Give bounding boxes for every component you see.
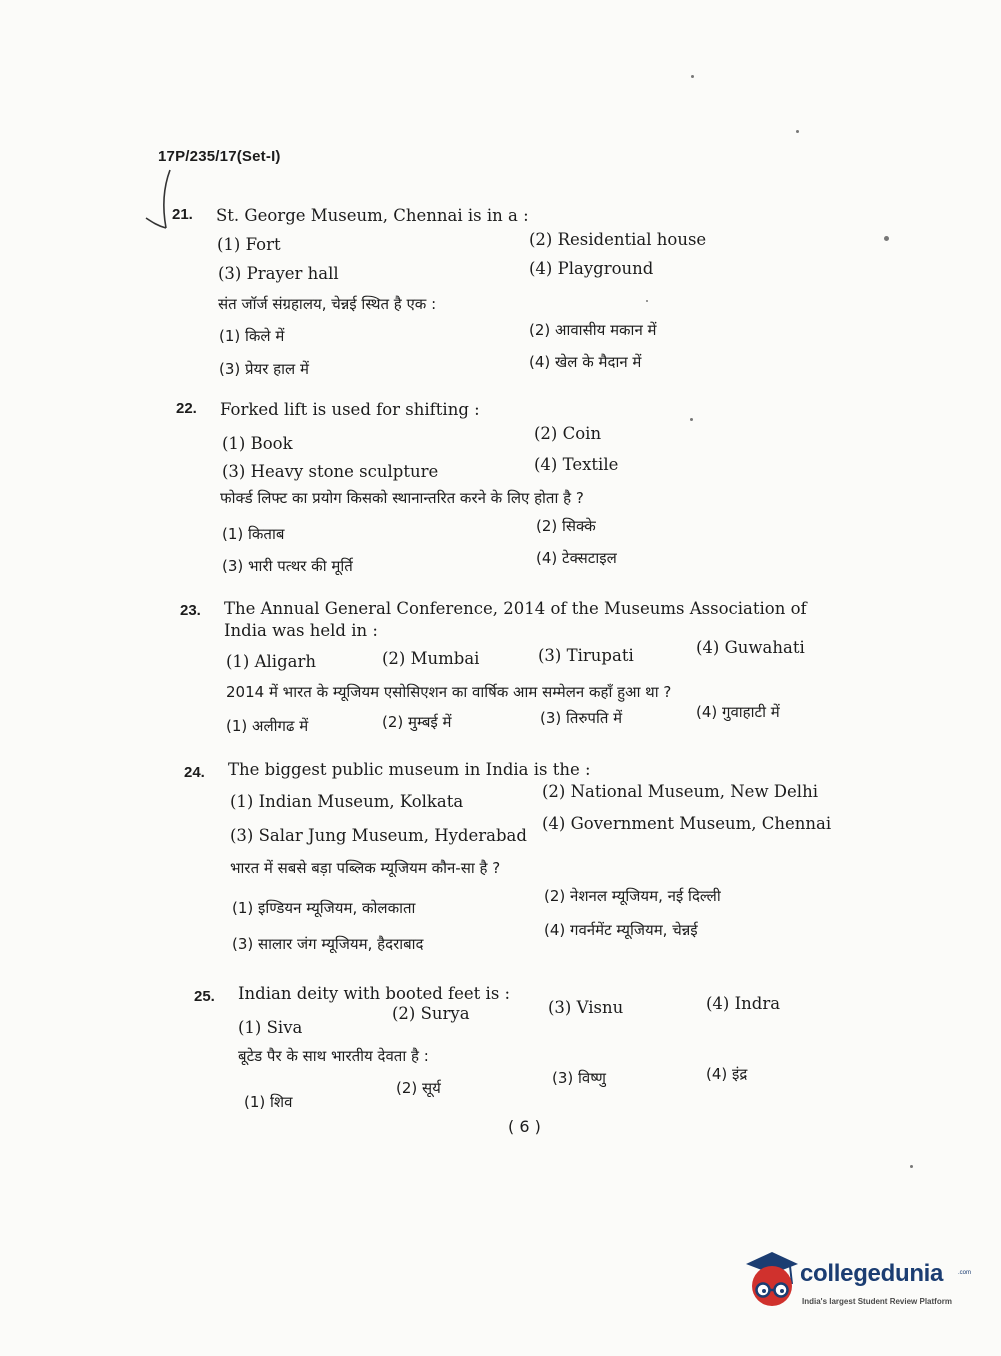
option-en-2: (2) Residential house <box>529 230 707 249</box>
question-text-en: The Annual General Conference, 2014 of the Museums Association of India was held in : <box>224 599 807 640</box>
scan-speck <box>646 300 648 302</box>
scan-speck <box>691 75 694 78</box>
collegedunia-watermark <box>742 1250 972 1310</box>
collegedunia-mascot-icon <box>742 1250 800 1310</box>
scan-speck <box>690 418 693 421</box>
question-23 <box>180 592 880 752</box>
option-hi-4: (4) टेक्सटाइल <box>536 549 617 567</box>
option-hi-3: (3) प्रेयर हाल में <box>219 360 309 378</box>
option-hi-1: (1) अलीगढ में <box>226 717 309 735</box>
option-en-3: (3) Visnu <box>548 998 624 1017</box>
option-hi-1: (1) शिव <box>244 1093 293 1111</box>
option-en-4: (4) Playground <box>529 259 654 278</box>
option-hi-1: (1) किताब <box>222 525 285 543</box>
option-hi-4: (4) गवर्नमेंट म्यूजियम, चेन्नई <box>544 921 698 939</box>
question-text-hi: फोर्क्ड लिफ्ट का प्रयोग किसको स्थानान्तरित करने के लिए होता है ? <box>220 489 584 507</box>
question-text-en: Indian deity with booted feet is : <box>238 984 511 1003</box>
question-21 <box>172 206 872 386</box>
paper-code: 17P/235/17(Set-I) <box>158 148 281 165</box>
page-number: ( 6 ) <box>508 1117 541 1136</box>
option-hi-1: (1) इण्डियन म्यूजियम, कोलकाता <box>232 899 416 917</box>
option-en-3: (3) Heavy stone sculpture <box>222 462 439 481</box>
scan-speck <box>796 130 799 133</box>
question-number: 24. <box>184 764 205 781</box>
option-hi-4: (4) इंद्र <box>706 1065 748 1083</box>
option-en-3: (3) Salar Jung Museum, Hyderabad <box>230 826 527 845</box>
option-hi-1: (1) किले में <box>219 327 285 345</box>
option-hi-3: (3) भारी पत्थर की मूर्ति <box>222 557 353 575</box>
option-en-2: (2) Surya <box>392 1004 470 1023</box>
question-text-hi: संत जॉर्ज संग्रहालय, चेन्नई स्थित है एक : <box>218 295 437 313</box>
option-hi-3: (3) तिरुपति में <box>540 709 623 727</box>
option-en-4: (4) Guwahati <box>696 638 805 657</box>
brand-domain-suffix: .com <box>958 1270 972 1276</box>
question-number: 21. <box>172 206 193 223</box>
option-en-4: (4) Indra <box>706 994 781 1013</box>
option-en-2: (2) Coin <box>534 424 602 443</box>
option-en-2: (2) National Museum, New Delhi <box>542 782 818 801</box>
option-en-4: (4) Textile <box>534 455 619 474</box>
option-hi-2: (2) आवासीय मकान में <box>529 321 657 339</box>
brand-tagline: India's largest Student Review Platform <box>802 1297 952 1306</box>
option-en-1: (1) Fort <box>217 235 281 254</box>
option-en-2: (2) Mumbai <box>382 649 480 668</box>
option-hi-2: (2) सिक्के <box>536 517 596 535</box>
question-text-hi: बूटेड पैर के साथ भारतीय देवता है : <box>238 1047 429 1065</box>
question-text-en: St. George Museum, Chennai is in a : <box>216 206 529 225</box>
question-24 <box>184 760 884 960</box>
scan-speck <box>884 236 889 241</box>
question-22 <box>176 400 876 580</box>
option-hi-4: (4) गुवाहाटी में <box>696 703 780 721</box>
question-text-hi: भारत में सबसे बड़ा पब्लिक म्यूजियम कौन-सा है ? <box>230 859 501 877</box>
question-number: 25. <box>194 988 215 1005</box>
option-hi-3: (3) सालार जंग म्यूजियम, हैदराबाद <box>232 935 424 953</box>
option-hi-2: (2) मुम्बई में <box>382 713 452 731</box>
question-text-en: The biggest public museum in India is the : <box>228 760 591 779</box>
option-hi-3: (3) विष्णु <box>552 1069 606 1087</box>
question-text-en: Forked lift is used for shifting : <box>220 400 480 419</box>
option-en-1: (1) Indian Museum, Kolkata <box>230 792 464 811</box>
question-text-hi: 2014 में भारत के म्यूजियम एसोसिएशन का वार्षिक आम सम्मेलन कहाँ हुआ था ? <box>226 683 672 701</box>
option-hi-4: (4) खेल के मैदान में <box>529 353 642 371</box>
question-number: 22. <box>176 400 197 417</box>
option-en-1: (1) Siva <box>238 1018 303 1037</box>
option-en-3: (3) Prayer hall <box>218 264 339 283</box>
question-25 <box>194 980 834 1110</box>
option-en-3: (3) Tirupati <box>538 646 634 665</box>
option-en-1: (1) Aligarh <box>226 652 317 671</box>
scan-speck <box>910 1165 913 1168</box>
option-en-4: (4) Government Museum, Chennai <box>542 814 832 833</box>
option-en-1: (1) Book <box>222 434 293 453</box>
option-hi-2: (2) सूर्य <box>396 1079 441 1097</box>
brand-name: collegedunia <box>800 1260 944 1287</box>
question-number: 23. <box>180 602 201 619</box>
option-hi-2: (2) नेशनल म्यूजियम, नई दिल्ली <box>544 887 721 905</box>
